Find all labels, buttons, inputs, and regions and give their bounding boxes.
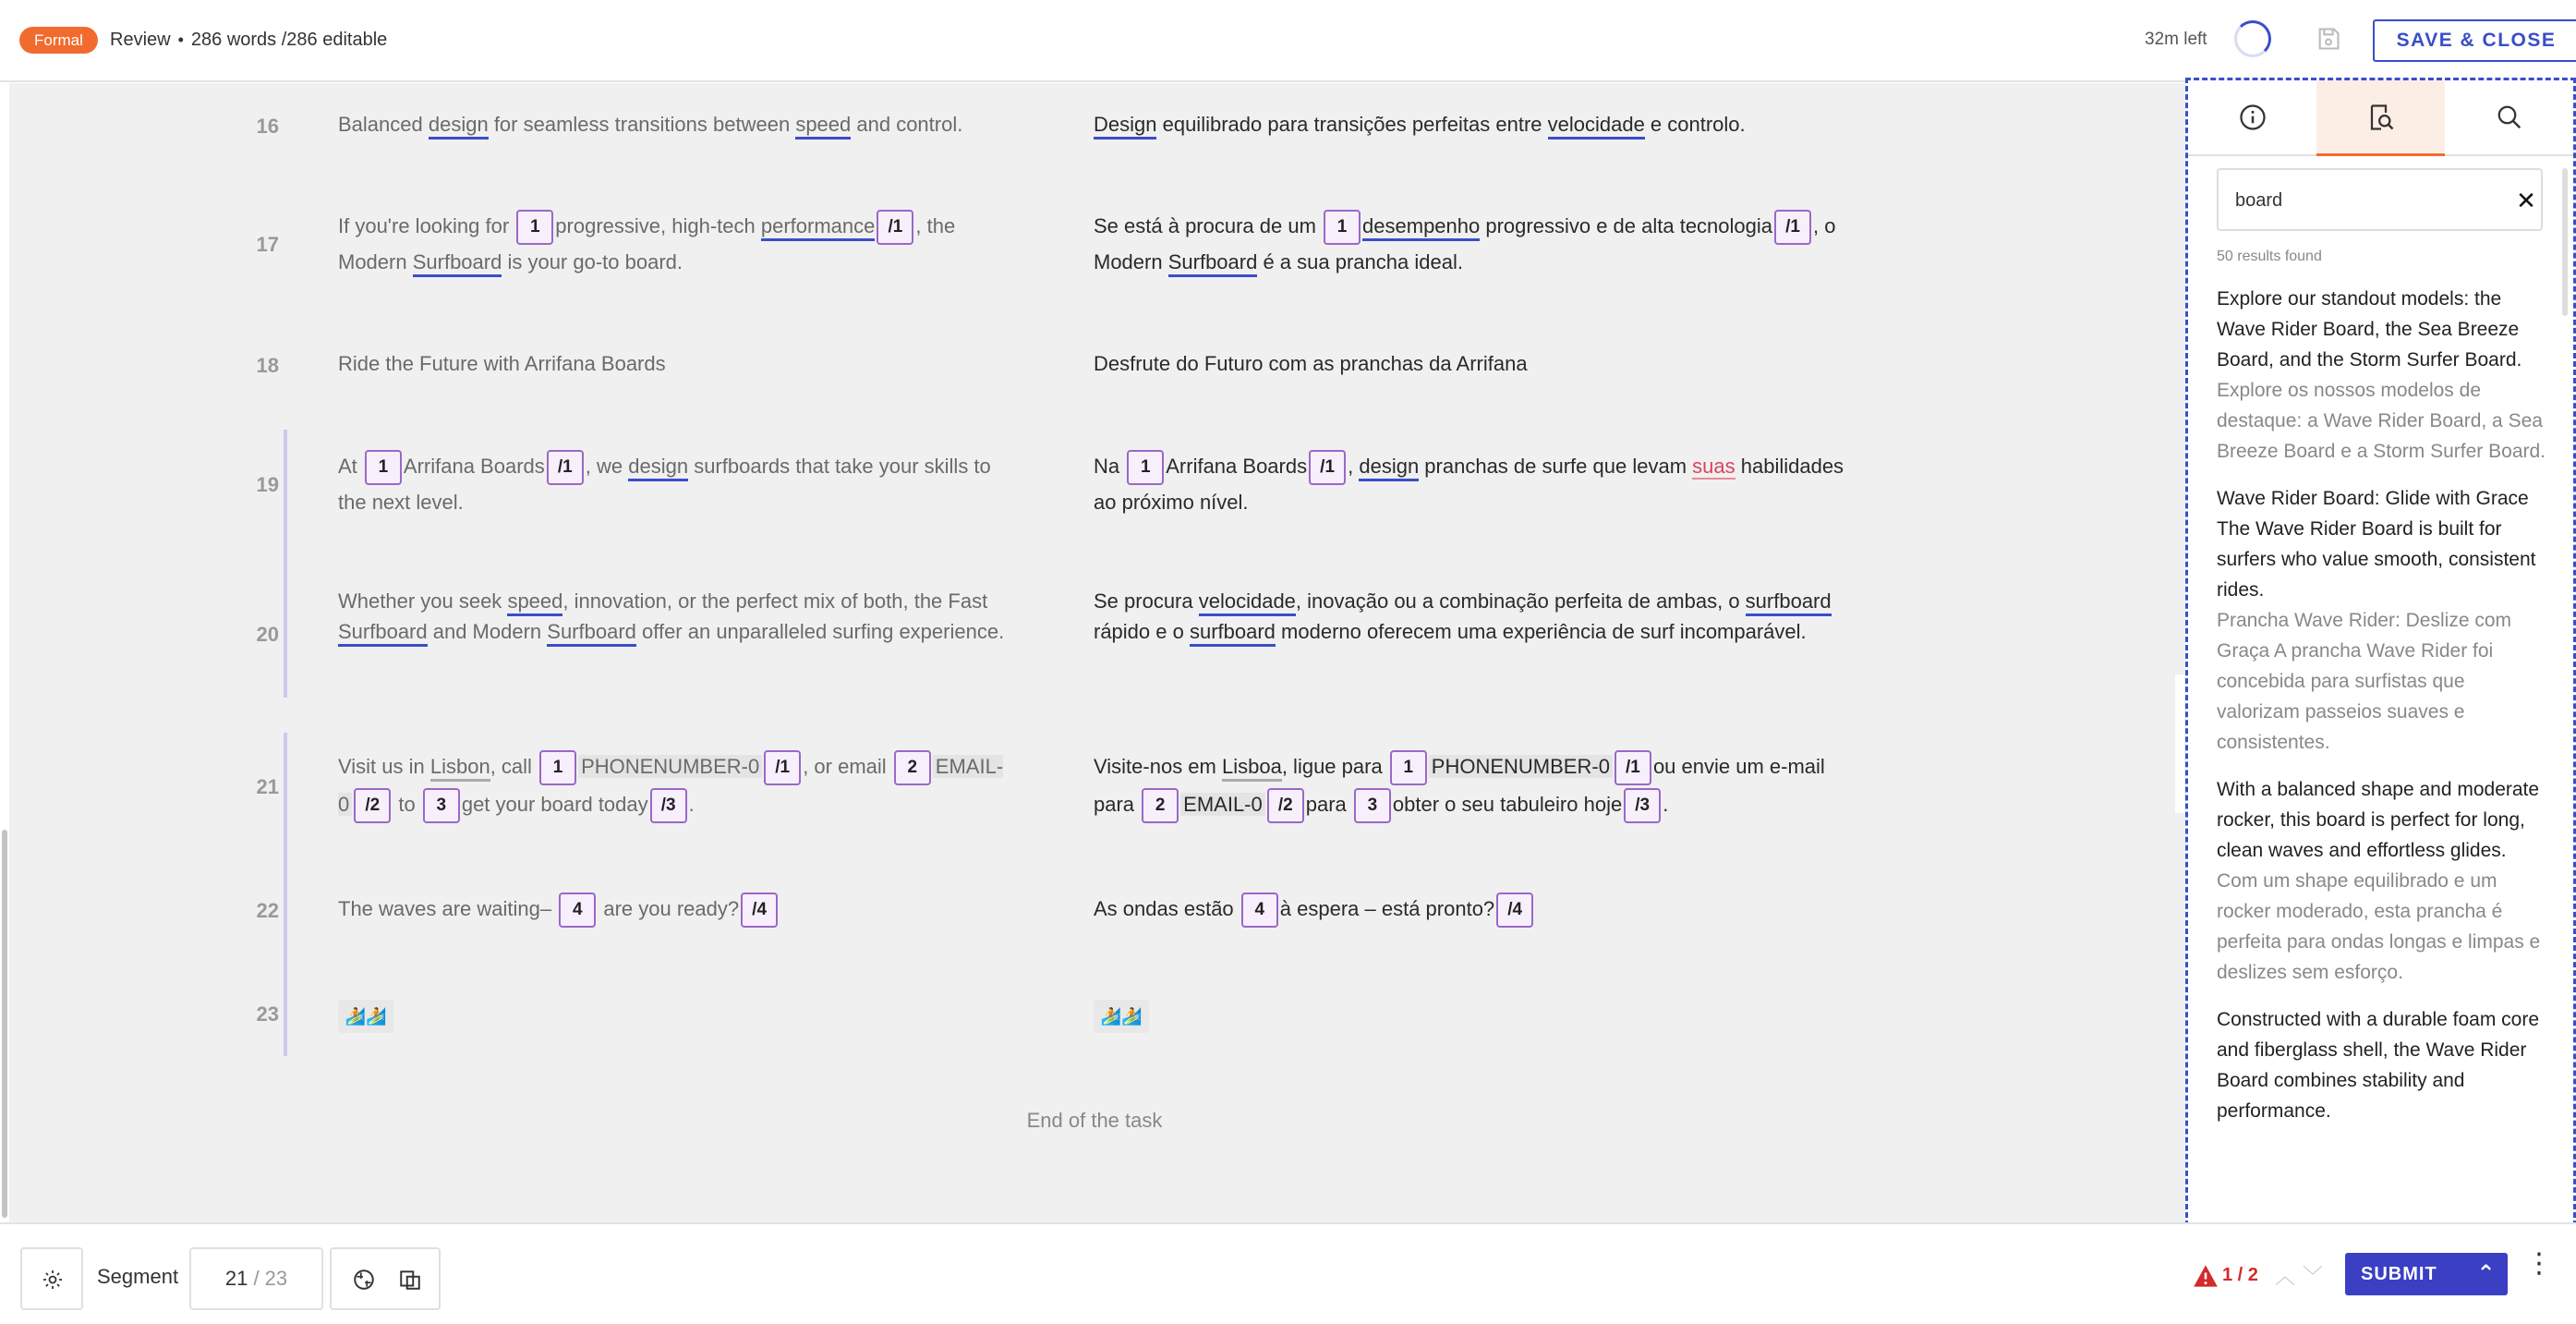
segment-number: 22 — [256, 899, 279, 922]
tag-close[interactable]: /4 — [1496, 893, 1533, 928]
term-highlight[interactable]: Surfboard — [413, 250, 502, 277]
side-panel — [2185, 78, 2576, 1226]
tab-concordance[interactable] — [2316, 80, 2445, 156]
bottom-bar — [0, 1222, 2576, 1324]
term-highlight[interactable]: performance — [761, 214, 876, 241]
source-text — [338, 998, 1012, 1033]
result-item[interactable] — [2217, 483, 2549, 758]
source-text: If you're looking for 1 progressive, high-tech performance /1 , the Modern Surfboard is your go-to board. — [338, 209, 1012, 279]
tools-group — [330, 1247, 441, 1310]
save-close-button[interactable]: SAVE & CLOSE — [2373, 19, 2576, 62]
tag-open[interactable]: 1 — [539, 750, 576, 785]
result-item[interactable] — [2217, 284, 2549, 467]
tag-close[interactable]: /2 — [1267, 788, 1304, 823]
submit-label[interactable]: SUBMIT — [2361, 1264, 2437, 1284]
time-left: 32m left — [2145, 30, 2207, 49]
tag-open[interactable]: 4 — [559, 893, 596, 928]
tag-close[interactable]: /4 — [741, 893, 778, 928]
segment-total: / 23 — [253, 1267, 288, 1290]
more-options-icon[interactable]: ⋮ — [2525, 1248, 2553, 1279]
term-highlight[interactable]: surfboard — [1190, 620, 1276, 647]
term-highlight[interactable]: design — [1359, 455, 1419, 481]
term-highlight[interactable]: Lisboa — [1222, 755, 1282, 782]
submit-button[interactable] — [2345, 1253, 2508, 1295]
target-text[interactable]: Se está à procura de um 1 desempenho progressivo e de alta tecnologia /1 , o Modern Surfboard é a sua prancha ideal. — [1094, 209, 1860, 279]
tag-open[interactable]: 2 — [1142, 788, 1179, 823]
tag-close[interactable]: /2 — [354, 788, 391, 823]
segment-number: 23 — [256, 1002, 279, 1026]
segment-number: 17 — [256, 233, 279, 256]
target-text[interactable]: Na 1 Arrifana Boards /1 , design pranchas de surfe que levam suas habilidades ao próximo nível. — [1094, 449, 1860, 519]
result-item[interactable] — [2217, 1004, 2549, 1126]
surfer-emoji-icon: 🏄🏄 — [338, 1000, 393, 1033]
concordance-search-field[interactable] — [2217, 168, 2543, 231]
tab-info[interactable] — [2188, 80, 2316, 156]
tag-open[interactable]: 1 — [1127, 450, 1164, 485]
warning-icon[interactable] — [2193, 1264, 2219, 1288]
chevron-up-icon[interactable]: ⌃ — [2476, 1261, 2497, 1286]
segment-label: Segment — [97, 1265, 179, 1288]
scrollbar-thumb[interactable] — [2, 830, 7, 1218]
segment-number: 21 — [256, 775, 279, 798]
tag-open[interactable]: 2 — [894, 750, 931, 785]
tag-close[interactable]: /1 — [1615, 750, 1651, 785]
placeholder-token: PHONENUMBER-0 — [1429, 755, 1613, 778]
tag-open[interactable]: 1 — [1324, 210, 1361, 245]
placeholder-token: EMAIL-0 — [338, 755, 1004, 817]
result-source: Explore our standout models: the Wave Rider Board, the Sea Breeze Board, and the Storm Surfer Board. — [2217, 288, 2522, 370]
clear-search-icon[interactable]: ✕ — [2516, 187, 2536, 214]
tag-close[interactable]: /1 — [1774, 210, 1811, 245]
spelling-error-highlight[interactable]: suas — [1692, 455, 1735, 478]
tag-open[interactable]: 4 — [1241, 893, 1278, 928]
source-text: The waves are waiting– 4 are you ready? /4 — [338, 892, 1012, 928]
source-text: At 1 Arrifana Boards /1 , we design surfboards that take your skills to the next level. — [338, 449, 1012, 519]
search-icon — [2496, 103, 2523, 131]
concordance-search-icon — [2367, 103, 2395, 131]
result-item[interactable] — [2217, 774, 2549, 988]
target-text[interactable]: Desfrute do Futuro com as pranchas da Arrifana — [1094, 352, 1528, 375]
chevron-up-icon[interactable]: ︿ — [2275, 1265, 2304, 1288]
top-bar — [0, 0, 2576, 82]
tag-open[interactable]: 1 — [365, 450, 402, 485]
tag-close[interactable]: /1 — [764, 750, 801, 785]
tag-close[interactable]: /1 — [1309, 450, 1346, 485]
term-highlight[interactable]: surfboard — [1746, 589, 1832, 616]
editor-scrollbar[interactable] — [0, 83, 9, 1222]
settings-button[interactable] — [20, 1247, 83, 1310]
tab-search[interactable] — [2445, 80, 2573, 156]
placeholder-token: PHONENUMBER-0 — [578, 755, 762, 778]
save-icon[interactable] — [2316, 26, 2341, 52]
tag-close[interactable]: /1 — [877, 210, 913, 245]
segment-group-bar — [284, 733, 287, 1056]
segment-navigator[interactable] — [189, 1247, 323, 1310]
term-highlight[interactable]: Surfboard — [1168, 250, 1258, 277]
review-info — [110, 27, 387, 54]
source-text: Visit us in Lisbon, call 1 PHONENUMBER-0 /1 , or email 2 EMAIL-0 /2 to 3 get your board today /3 . — [338, 747, 1012, 823]
term-highlight[interactable]: velocidade — [1199, 589, 1296, 616]
warning-nav — [2275, 1261, 2330, 1290]
panel-scrollbar[interactable] — [2562, 168, 2568, 316]
target-text[interactable]: Se procura velocidade, inovação ou a combinação perfeita de ambas, o surfboard rápido e o surfboard moderno oferecem uma experiência de surf incomparável. — [1094, 586, 1860, 647]
concordance-results — [2217, 284, 2549, 1143]
chevron-down-icon[interactable]: ﹀ — [2303, 1265, 2331, 1288]
concordance-search-input[interactable] — [2235, 187, 2485, 214]
gear-icon — [42, 1269, 64, 1291]
tag-open[interactable]: 3 — [423, 788, 460, 823]
term-highlight[interactable]: speed — [507, 589, 562, 616]
segment-current[interactable]: 21 — [224, 1267, 248, 1290]
tag-close[interactable]: /3 — [650, 788, 687, 823]
warning-count[interactable]: 1 / 2 — [2222, 1265, 2258, 1285]
panel-collapse-handle[interactable] — [2175, 674, 2184, 813]
result-target: Com um shape equilibrado e um rocker moderado, esta prancha é perfeita para ondas longas e limpas e deslizes sem esforço. — [2217, 870, 2541, 983]
target-text[interactable]: Visite-nos em Lisboa, ligue para 1 PHONENUMBER-0 /1 ou envie um e-mail para 2 EMAIL-0 /2 para 3 obter o seu tabuleiro hoje /3 . — [1094, 747, 1860, 823]
surfer-emoji-icon: 🏄🏄 — [1094, 1000, 1149, 1033]
tag-open[interactable]: 1 — [1390, 750, 1427, 785]
term-highlight[interactable]: speed — [795, 113, 851, 140]
term-highlight[interactable]: Surfboard — [338, 620, 428, 647]
results-count: 50 results found — [2217, 249, 2322, 264]
result-source: Wave Rider Board: Glide with Grace The Wave Rider Board is built for surfers who value smooth, consistent rides. — [2217, 488, 2536, 601]
tag-close[interactable]: /1 — [547, 450, 584, 485]
term-highlight[interactable]: Lisbon — [430, 755, 490, 782]
mode-label: Review — [110, 30, 171, 50]
tag-open[interactable]: 1 — [516, 210, 553, 245]
term-highlight[interactable]: Design — [1094, 113, 1156, 140]
term-highlight[interactable]: design — [628, 455, 688, 481]
end-of-task-label: End of the task — [1026, 1109, 1163, 1132]
source-text: Ride the Future with Arrifana Boards — [338, 352, 666, 375]
info-icon — [2239, 103, 2267, 131]
qa-check-icon[interactable] — [352, 1268, 376, 1292]
term-highlight[interactable]: velocidade — [1548, 113, 1645, 140]
tone-badge: Formal — [19, 27, 98, 54]
segment-number: 18 — [256, 354, 279, 377]
tag-open[interactable]: 3 — [1354, 788, 1391, 823]
panel-tabs — [2188, 80, 2573, 156]
copy-source-icon[interactable] — [398, 1268, 422, 1292]
term-highlight[interactable]: Surfboard — [547, 620, 636, 647]
segment-group-bar — [284, 430, 287, 698]
term-highlight[interactable]: desempenho — [1362, 214, 1480, 241]
editor-pane — [0, 83, 2185, 1222]
result-source: With a balanced shape and moderate rocker, this board is perfect for long, clean waves and effortless glides. — [2217, 779, 2540, 861]
tag-close[interactable]: /3 — [1624, 788, 1661, 823]
target-text[interactable]: Design equilibrado para transições perfeitas entre velocidade e controlo. — [1094, 107, 1860, 141]
segment-number: 16 — [256, 115, 279, 138]
word-count: 286 words /286 editable — [190, 30, 388, 50]
result-target: Explore os nossos modelos de destaque: a Wave Rider Board, a Sea Breeze Board e a Storm Surfer Board. — [2217, 380, 2546, 462]
source-text: Balanced design for seamless transitions between speed and control. — [338, 107, 1012, 141]
result-target: Prancha Wave Rider: Deslize com Graça A prancha Wave Rider foi concebida para surfistas que valorizam passeios suaves e consistentes. — [2217, 610, 2511, 753]
target-text[interactable] — [1094, 998, 1860, 1033]
segment-number: 19 — [256, 473, 279, 496]
term-highlight[interactable]: design — [429, 113, 489, 140]
result-source: Constructed with a durable foam core and fiberglass shell, the Wave Rider Board combines stability and performance. — [2217, 1009, 2540, 1122]
timer-progress-icon — [2234, 20, 2271, 57]
target-text[interactable]: As ondas estão 4 à espera – está pronto? /4 — [1094, 892, 1860, 928]
placeholder-token: EMAIL-0 — [1180, 793, 1265, 816]
separator-dot: • — [177, 30, 184, 49]
source-text: Whether you seek speed, innovation, or the perfect mix of both, the Fast Surfboard and Modern Surfboard offer an unparalleled surfing experience. — [338, 586, 1012, 647]
segment-number: 20 — [256, 623, 279, 646]
